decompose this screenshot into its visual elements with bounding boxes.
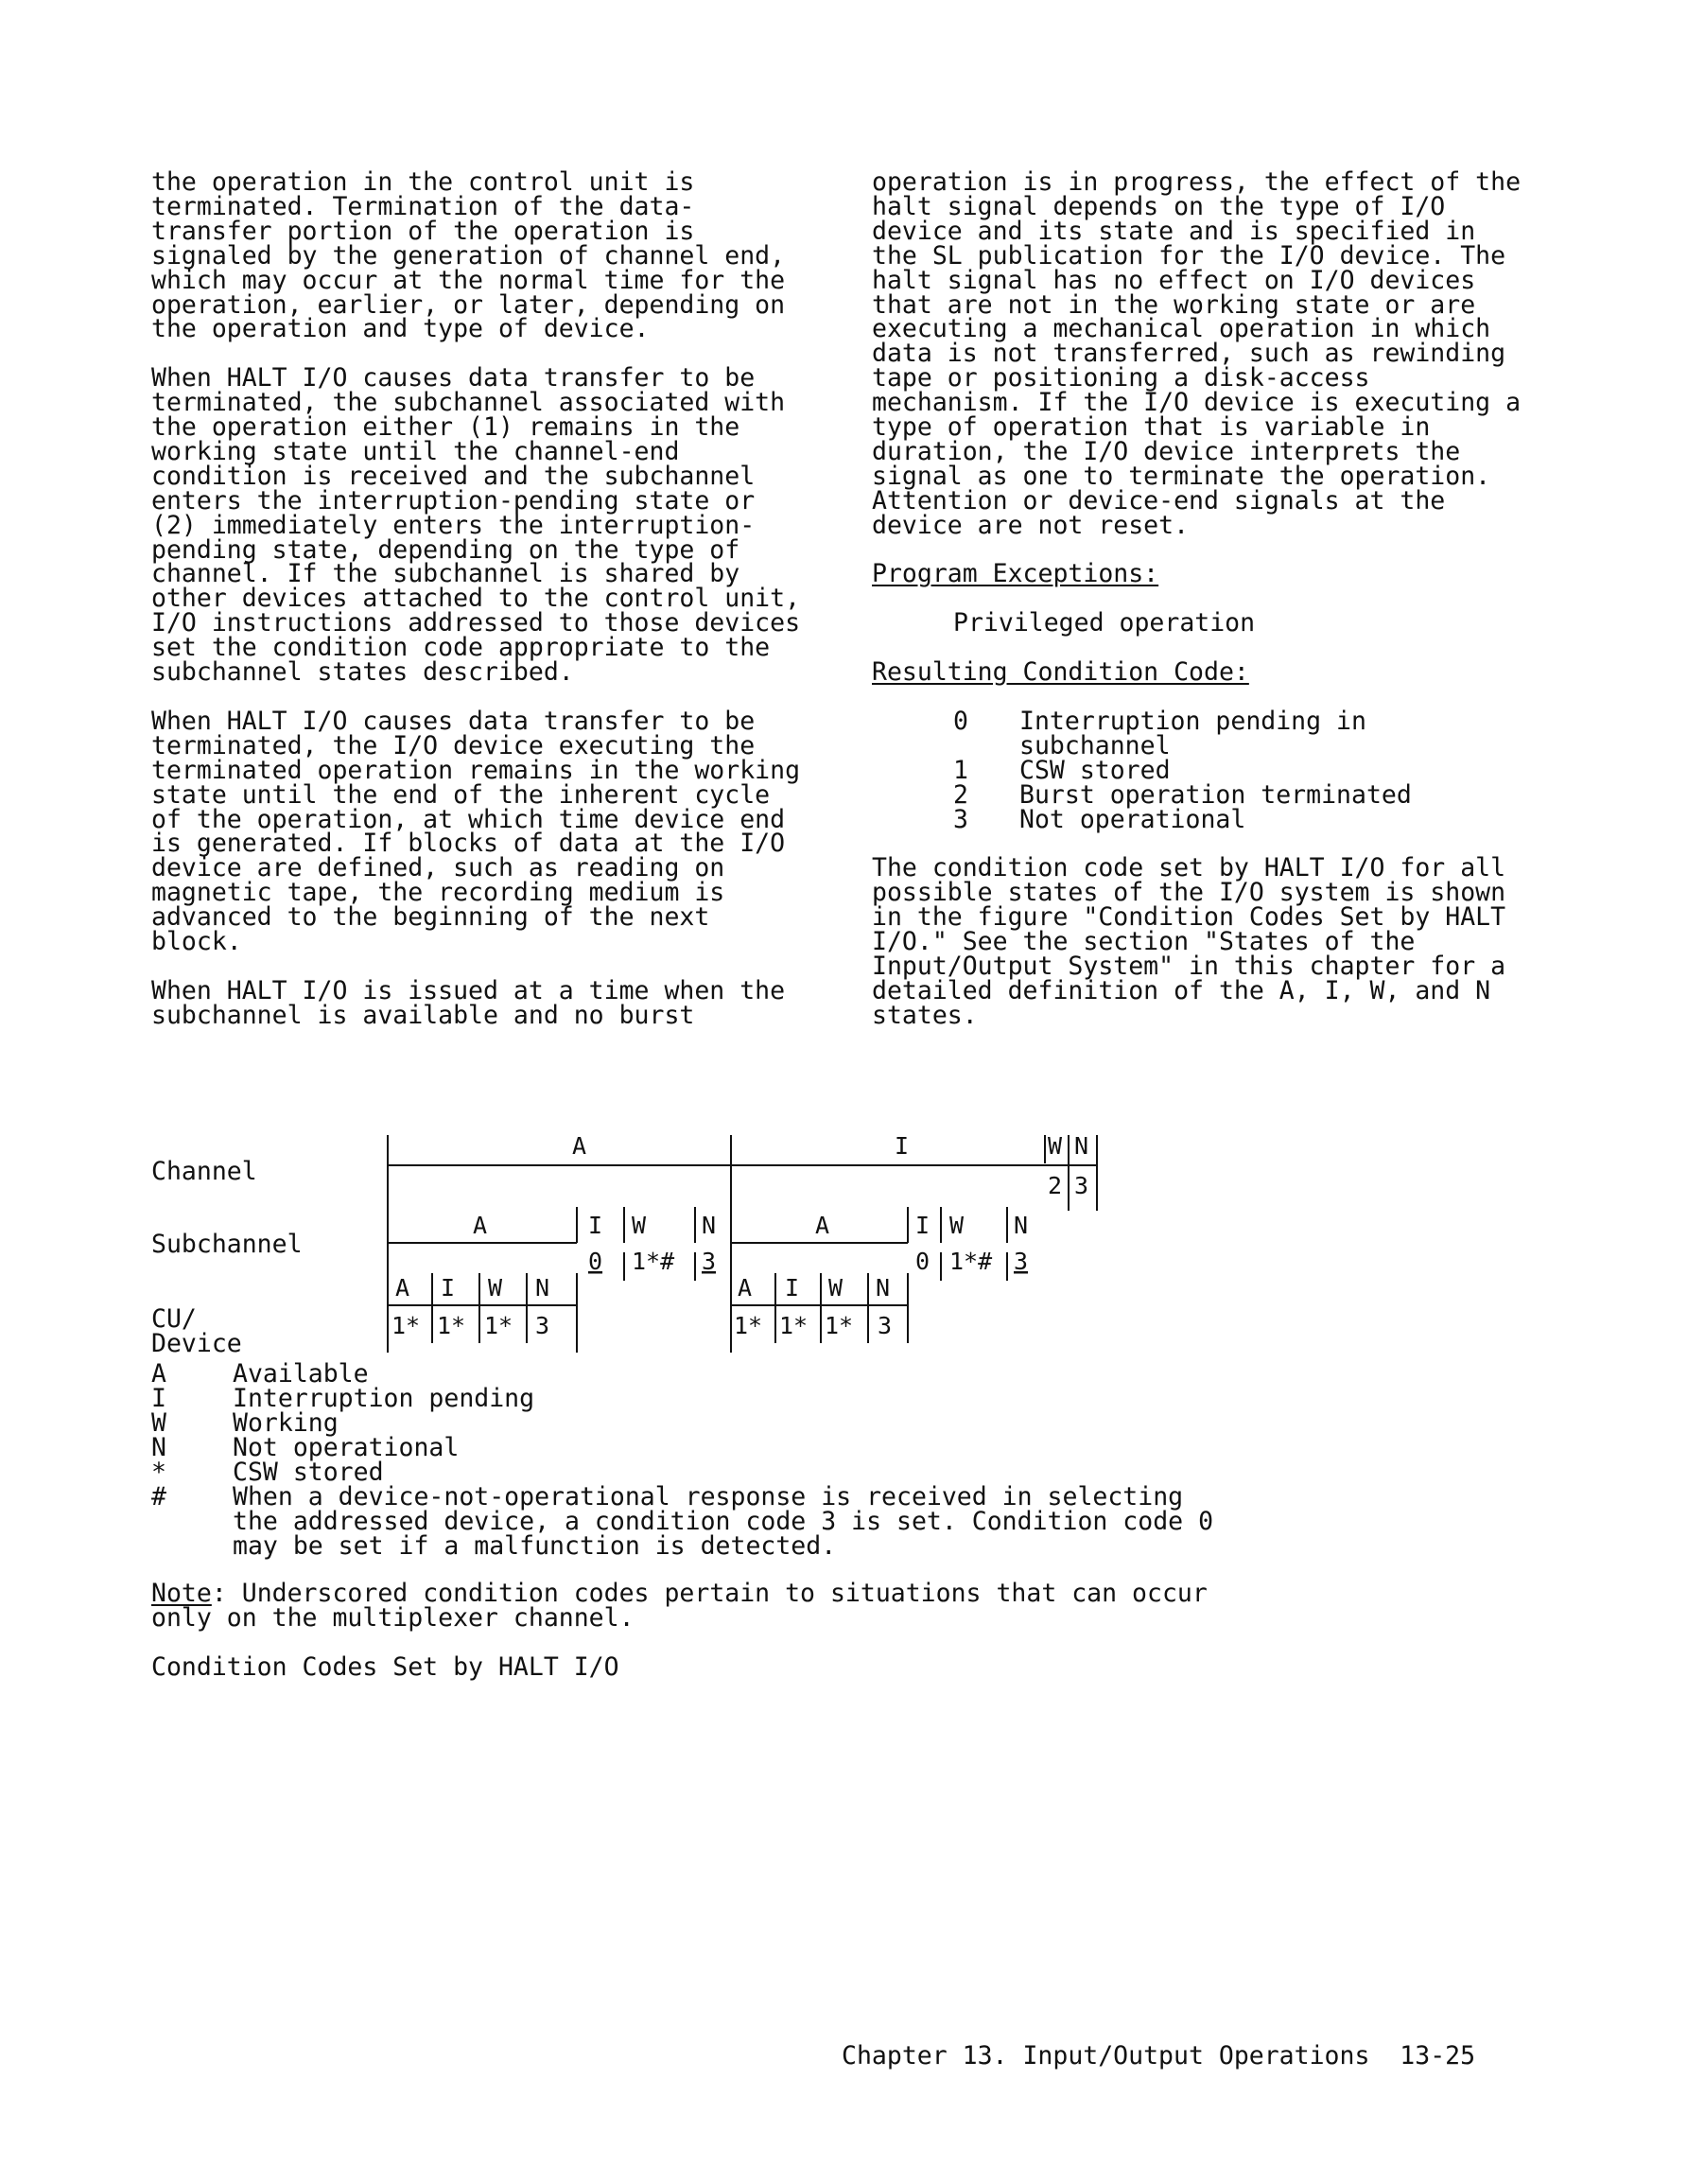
legend-text: When a device-not-operational response is received in selecting the addressed device, a condition code 3 is set. Condition code 0 may be set if a malfunction is detected. (233, 1482, 1229, 1561)
subchannel-code-i: 0 (915, 1248, 930, 1275)
legend-text: CSW stored (233, 1458, 384, 1487)
figure-caption: Condition Codes Set by HALT I/O (151, 1652, 619, 1682)
condition-code-text: CSW stored (1019, 755, 1171, 785)
subchannel-state-i: I (588, 1212, 603, 1239)
legend-key: A (151, 1359, 166, 1389)
subchannel-code-n: 3 (1014, 1248, 1029, 1275)
device-code: 1* (391, 1312, 421, 1339)
subchannel-state-n: N (1014, 1212, 1029, 1239)
channel-code-n: 3 (1074, 1172, 1089, 1199)
device-state-n: N (535, 1274, 550, 1302)
note-label: Note (151, 1579, 212, 1608)
program-exceptions-heading: Program Exceptions: (872, 559, 1159, 589)
subchannel-state-a: A (473, 1212, 488, 1239)
legend-text: Available (233, 1359, 369, 1389)
paragraph: the operation in the control unit is terminated. Termination of the data-transfer portion of the operation is signaled by the generation of channel end, which may occur at the normal time for the operation, earlier, or later, depending on the operation and type of device. (151, 167, 801, 344)
subchannel-code-w: 1*# (632, 1248, 675, 1275)
condition-code-number: 0 (953, 706, 968, 736)
device-state-w: W (488, 1274, 503, 1302)
program-exception-item: Privileged operation (953, 608, 1256, 638)
condition-code-number: 3 (953, 804, 968, 834)
device-code: 3 (535, 1312, 550, 1339)
device-code: 1* (734, 1312, 763, 1339)
device-code: 1* (779, 1312, 809, 1339)
condition-code-text: Interruption pending in subchannel (1019, 706, 1382, 760)
legend-key: # (151, 1482, 166, 1511)
device-state-a: A (738, 1274, 753, 1302)
device-state-a: A (395, 1274, 410, 1302)
channel-state-i: I (895, 1132, 910, 1160)
paragraph: operation is in progress, the effect of the halt signal depends on the type of I/O device and its state and is specified in the SL publication for the I/O device. The halt signal has no effect on I/O devices that are not in the working state or are executing a mechanical operation in which data is not transferred, such as rewinding tape or positioning a disk-access mechanism. If the I/O device is executing a type of operation that is variable in duration, the I/O device interprets the signal as one to terminate the operation. Attention or device-end signals at the device are not reset. (872, 167, 1537, 540)
legend-text: Not operational (233, 1433, 460, 1462)
legend-key: N (151, 1433, 166, 1462)
condition-code-number: 2 (953, 779, 968, 810)
device-state-n: N (876, 1274, 891, 1302)
subchannel-code-i: 0 (588, 1248, 603, 1275)
paragraph: The condition code set by HALT I/O for all possible states of the I/O system is shown in the figure "Condition Codes Set by HALT I/O." See the section "States of the Input/Output System" in this chapter for a detailed definition of the A, I, W, and N states. (872, 853, 1522, 1030)
device-code: 1* (825, 1312, 854, 1339)
channel-state-a: A (572, 1132, 587, 1160)
subchannel-state-w: W (632, 1212, 647, 1239)
channel-state-n: N (1074, 1132, 1089, 1160)
device-code: 1* (437, 1312, 466, 1339)
row-label-cu: CU/ (151, 1304, 197, 1334)
subchannel-state-a: A (815, 1212, 830, 1239)
subchannel-state-n: N (702, 1212, 717, 1239)
device-code: 3 (878, 1312, 893, 1339)
legend-key: I (151, 1384, 166, 1413)
device-state-w: W (828, 1274, 844, 1302)
paragraph: When HALT I/O is issued at a time when the subchannel is available and no burst (151, 975, 801, 1030)
legend-text: Working (233, 1408, 339, 1438)
page-footer: Chapter 13. Input/Output Operations 13-25 (842, 2041, 1476, 2070)
row-label-channel: Channel (151, 1157, 257, 1186)
row-label-device: Device (151, 1329, 242, 1358)
condition-code-text: Burst operation terminated (1019, 779, 1412, 810)
device-state-i: I (785, 1274, 800, 1302)
legend-text: Interruption pending (233, 1384, 535, 1413)
subchannel-state-w: W (949, 1212, 965, 1239)
row-label-subchannel: Subchannel (151, 1230, 303, 1259)
legend-key: * (151, 1458, 166, 1487)
paragraph: When HALT I/O causes data transfer to be terminated, the subchannel associated with the operation either (1) remains in the working state until the channel-end condition is received and the subchannel enters the interruption-pending state or (2) immediately enters the interruption-pending state, depending on the type of channel. If the subchannel is shared by other devices attached to the control unit, I/O instructions addressed to those devices set the condition code appropriate to the subchannel states described. (151, 363, 816, 688)
figure-note (151, 1581, 1239, 1631)
legend-key: W (151, 1408, 166, 1438)
note-text: : Underscored condition codes pertain to situations that can occur only on the multiplexer channel. (151, 1579, 1223, 1633)
channel-state-w: W (1048, 1132, 1063, 1160)
condition-code-heading: Resulting Condition Code: (872, 657, 1249, 688)
paragraph: When HALT I/O causes data transfer to be terminated, the I/O device executing the terminated operation remains in the working state until the end of the inherent cycle of the operation, at which time device end is generated. If blocks of data at the I/O device are defined, such as reading on magnetic tape, the recording medium is advanced to the beginning of the next block. (151, 706, 816, 957)
subchannel-code-n: 3 (702, 1248, 717, 1275)
channel-code-w: 2 (1048, 1172, 1063, 1199)
condition-code-text: Not operational (1019, 804, 1246, 834)
subchannel-state-i: I (915, 1212, 930, 1239)
device-state-i: I (441, 1274, 456, 1302)
device-code: 1* (484, 1312, 513, 1339)
condition-code-number: 1 (953, 755, 968, 785)
subchannel-code-w: 1*# (949, 1248, 993, 1275)
